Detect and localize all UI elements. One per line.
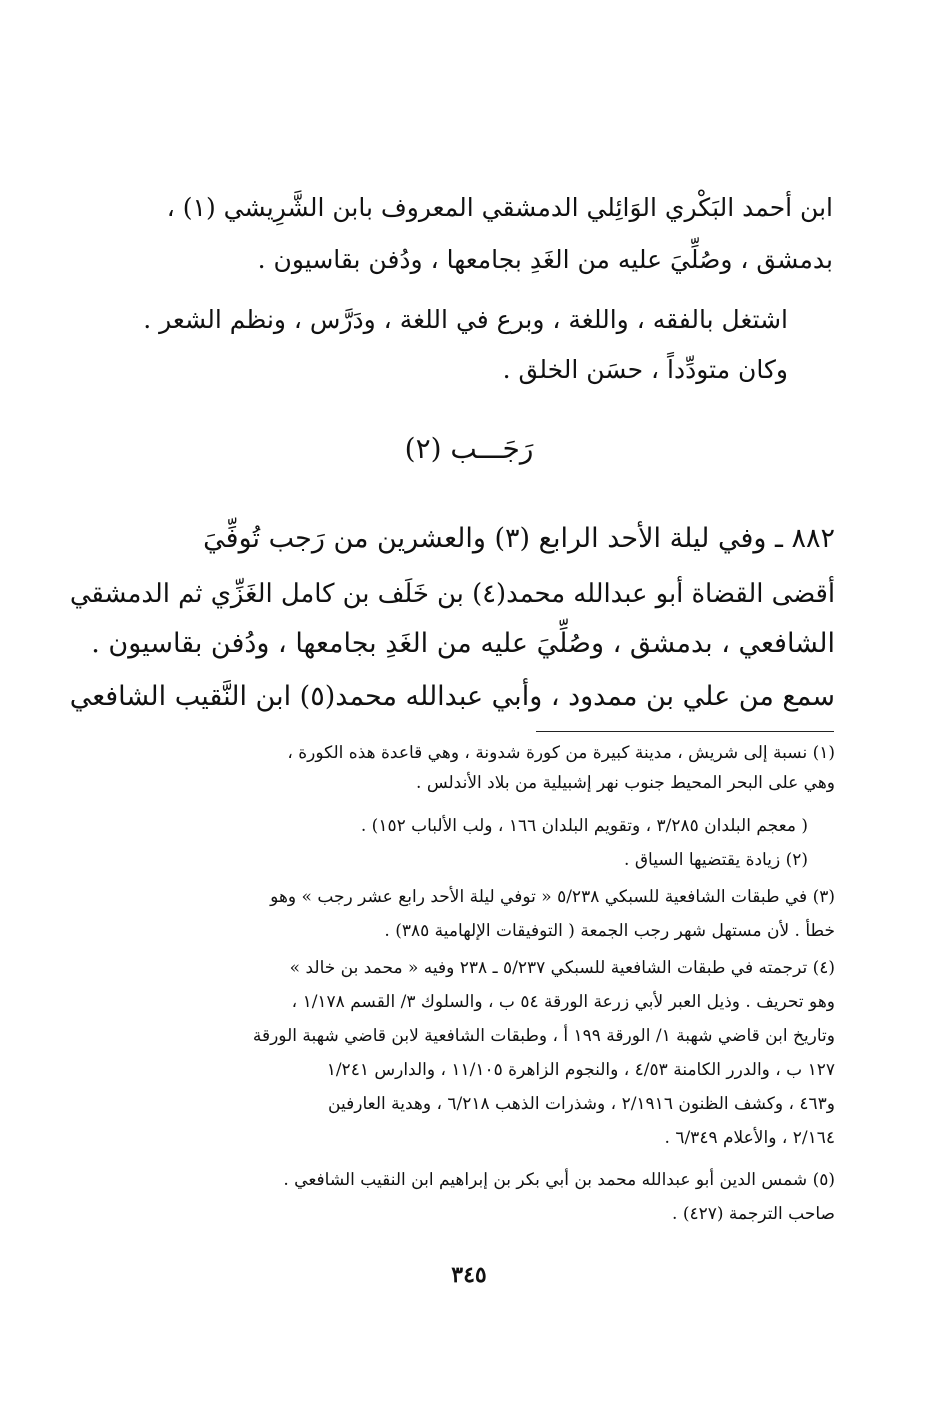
footnote-line: (٢) زيادة يقتضيها السياق . (624, 850, 808, 870)
footnote-line: وتاريخ ابن قاضي شهبة ١/ الورقة ١٩٩ أ ، وطبقات الشافعية لابن قاضي شهبة الورقة (252, 1026, 835, 1046)
footnote-line: صاحب الترجمة (٤٢٧) . (672, 1204, 835, 1224)
footnote-line: (٥) شمس الدين أبو عبدالله محمد بن أبي بكر بن إبراهيم ابن النقيب الشافعي . (283, 1170, 835, 1190)
body-line-2: بدمشق ، وصُلِّيَ عليه من الغَدِ بجامعها ، ودُفن بقاسيون . (257, 245, 833, 274)
footnote-line: ( معجم البلدان ٣/٢٨٥ ، وتقويم البلدان ١٦٦ ، ولب الألباب ١٥٢) . (360, 816, 808, 836)
footnote-line: و٤٦٣ ، وكشف الظنون ٢/١٩١٦ ، وشذرات الذهب ٦/٢١٨ ، وهدية العارفين (328, 1094, 835, 1114)
entry-line-1: ٨٨٢ ـ وفي ليلة الأحد الرابع (٣) والعشرين من رَجب تُوفِّيَ (203, 523, 835, 554)
footnote-line: وهي على البحر المحيط جنوب نهر إشبيلية من بلاد الأندلس . (416, 773, 835, 793)
footnote-line: ١٢٧ ب ، والدرر الكامنة ٤/٥٣ ، والنجوم الزاهرة ١١/١٠٥ ، والدارس ١/٢٤١ (326, 1060, 835, 1080)
footnote-line: (١) نسبة إلى شريش ، مدينة كبيرة من كورة شدونة ، وهي قاعدة هذه الكورة ، (287, 743, 835, 763)
footnote-line: (٣) في طبقات الشافعية للسبكي ٥/٢٣٨ « توفي ليلة الأحد رابع عشر رجب » وهو (270, 887, 835, 907)
body-line-3: اشتغل بالفقه ، واللغة ، وبرع في اللغة ، ودَرَّس ، ونظم الشعر . (143, 305, 788, 334)
entry-line-4: سمع من علي بن ممدود ، وأبي عبدالله محمد(٥) ابن النَّقيب الشافعي (69, 681, 835, 712)
month-heading: رَجَـــب (٢) (404, 432, 534, 465)
entry-line-3: الشافعي ، بدمشق ، وصُلِّيَ عليه من الغَدِ بجامعها ، ودُفن بقاسيون . (91, 628, 835, 659)
entry-line-2: أقضى القضاة أبو عبدالله محمد(٤) بن خَلَف بن كامل الغَزِّي ثم الدمشقي (69, 579, 835, 609)
page-number: ٣٤٥ (451, 1262, 487, 1288)
footnote-line: (٤) ترجمته في طبقات الشافعية للسبكي ٥/٢٣٧ ـ ٢٣٨ وفيه « محمد بن خالد » (289, 958, 835, 978)
footnote-divider (536, 731, 834, 732)
footnote-line: ٢/١٦٤ ، والأعلام ٦/٣٤٩ . (664, 1128, 835, 1148)
body-line-1: ابن أحمد البَكْري الوَائِلي الدمشقي المعروف بابن الشَّرِيشي (١) ، (166, 193, 833, 222)
body-line-4: وكان متودِّداً ، حسَن الخلق . (502, 355, 788, 384)
footnote-line: خطأ . لأن مستهل شهر رجب الجمعة ( التوفيقات الإلهامية ٣٨٥) . (384, 921, 835, 941)
footnote-line: وهو تحريف . وذيل العبر لأبي زرعة الورقة ٥٤ ب ، والسلوك ٣/ القسم ١/١٧٨ ، (291, 992, 835, 1012)
